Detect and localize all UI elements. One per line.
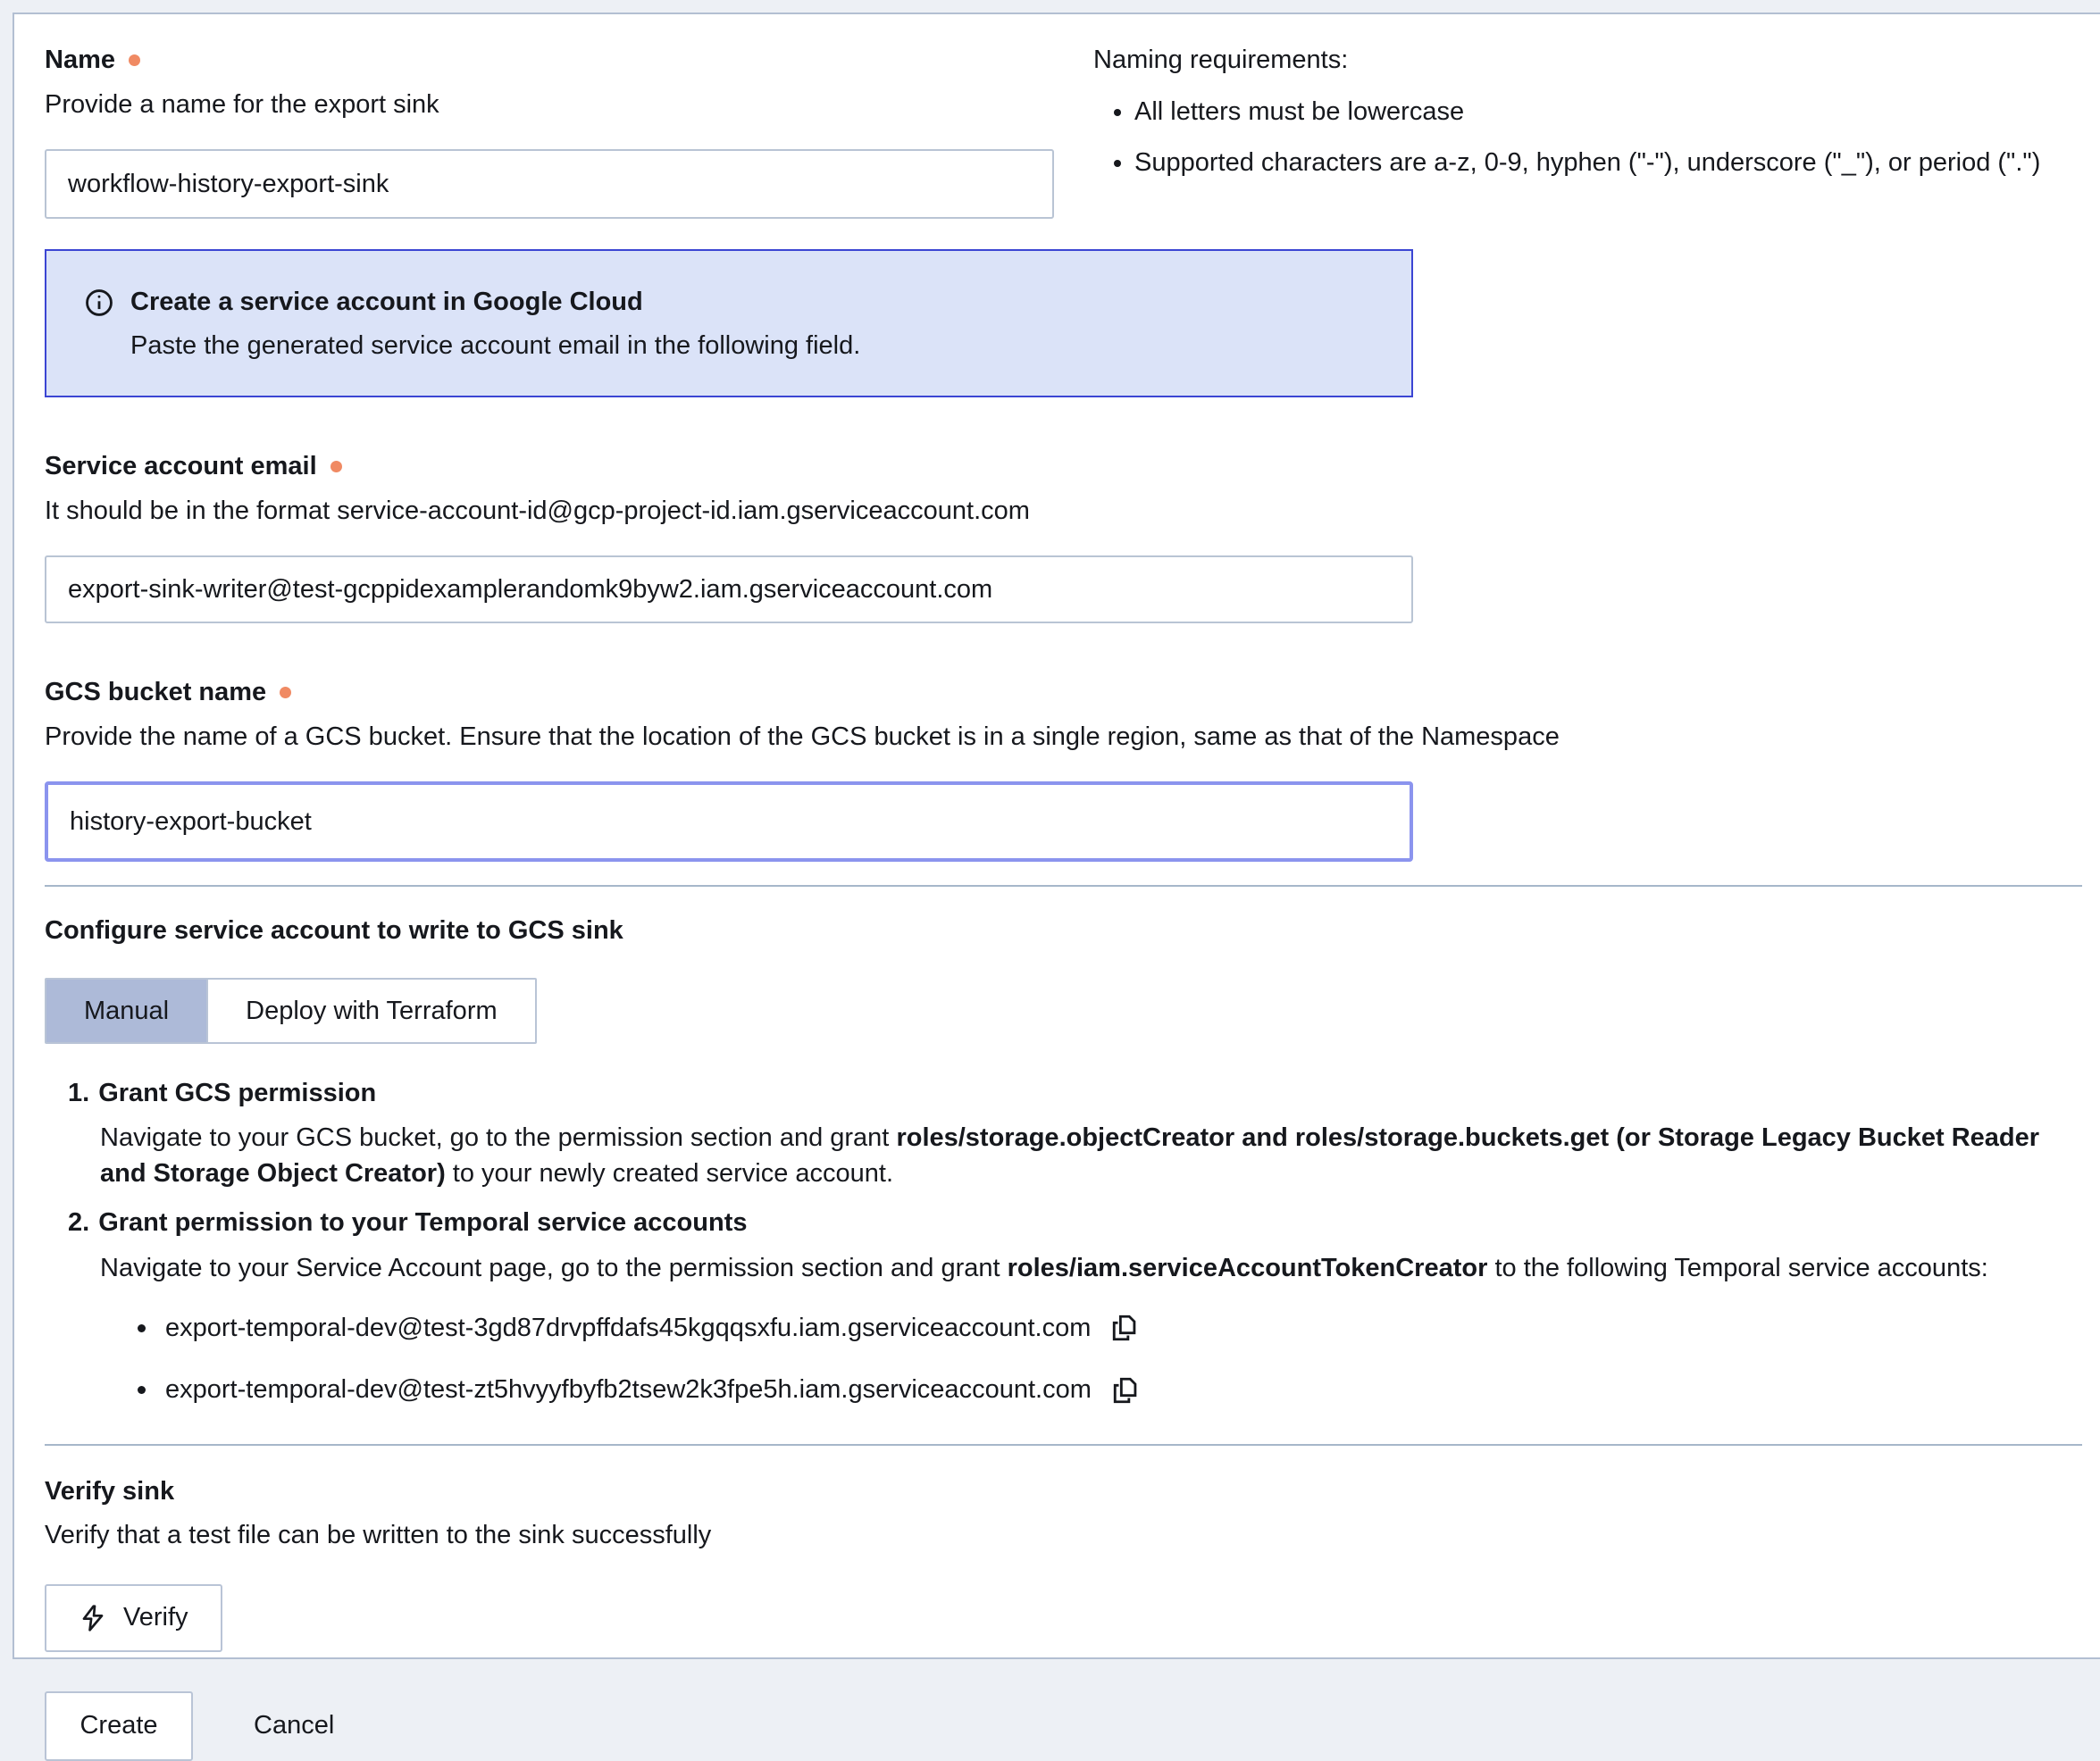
step-body-bold-text: roles/iam.serviceAccountTokenCreator <box>1007 1253 1488 1282</box>
step-body <box>45 1120 2082 1191</box>
copy-icon <box>1110 1313 1141 1343</box>
step-grant-gcs-permission <box>45 1074 2082 1192</box>
step-title-text: Grant permission to your Temporal service accounts <box>98 1208 748 1238</box>
step-body <box>45 1250 2082 1286</box>
required-dot-icon <box>280 687 291 698</box>
step-body-text: Navigate to your GCS bucket, go to the permission section and grant <box>100 1123 897 1152</box>
required-dot-icon <box>129 54 140 66</box>
step-title-text: Grant GCS permission <box>98 1078 377 1107</box>
temporal-service-account-email: export-temporal-dev@test-zt5hvyyfbyfb2tsew2k3fpe5h.iam.gserviceaccount.com <box>165 1375 1092 1405</box>
bucket-description: Provide the name of a GCS bucket. Ensure that the location of the GCS bucket is in a single region, same as that of the Namespace <box>45 722 1560 751</box>
step-body-text: to the following Temporal service accounts: <box>1487 1253 1988 1282</box>
service-account-field-group <box>45 447 2082 623</box>
step-title <box>45 1204 2082 1243</box>
verify-sink-description: Verify that a test file can be written to the sink successfully <box>45 1521 712 1550</box>
step-body-text: to your newly created service account. <box>445 1159 894 1189</box>
bucket-label-row <box>45 673 2082 713</box>
naming-requirements-list <box>1093 93 2082 183</box>
configure-section-title: Configure service account to write to GCS sink <box>45 916 623 945</box>
tab-deploy-with-terraform[interactable]: Deploy with Terraform <box>206 980 535 1042</box>
name-field-description: Provide a name for the export sink <box>45 89 439 119</box>
info-banner-description: Paste the generated service account email in the following field. <box>130 330 861 360</box>
step-grant-temporal-permission <box>45 1204 2082 1286</box>
section-divider <box>45 885 2082 887</box>
gcs-bucket-name-input[interactable] <box>45 781 1413 862</box>
verify-sink-title: Verify sink <box>45 1476 175 1506</box>
temporal-service-account-email: export-temporal-dev@test-3gd87drvpffdafs45kgqqsxfu.iam.gserviceaccount.com <box>165 1313 1092 1342</box>
manual-steps <box>45 1074 2082 1286</box>
name-field-group <box>45 41 1054 219</box>
verify-button-label: Verify <box>123 1603 188 1632</box>
list-item <box>45 1371 2082 1410</box>
info-banner <box>45 249 1413 397</box>
name-input[interactable] <box>45 149 1054 219</box>
step-body-bold-text: roles/storage.objectCreator and roles/storage.buckets.get (or Storage Legacy Bucket Reader and Storage Object Creator) <box>100 1123 2040 1189</box>
service-account-description: It should be in the format service-account-id@gcp-project-id.iam.gserviceaccount.com <box>45 496 1030 525</box>
step-body-text: Navigate to your Service Account page, go to the permission section and grant <box>100 1253 1008 1282</box>
required-dot-icon <box>330 461 342 472</box>
tab-manual[interactable]: Manual <box>46 980 206 1042</box>
bucket-label: GCS bucket name <box>45 678 267 706</box>
step-number: 1. <box>68 1078 90 1107</box>
bullet-dot-icon <box>138 1386 146 1394</box>
copy-button[interactable] <box>1110 1313 1141 1343</box>
cancel-button[interactable]: Cancel <box>254 1711 335 1740</box>
service-account-label: Service account email <box>45 452 317 480</box>
temporal-service-account-list <box>45 1309 2082 1410</box>
naming-requirements <box>1093 41 2082 183</box>
service-account-label-row <box>45 447 2082 487</box>
section-divider <box>45 1444 2082 1446</box>
service-account-email-input[interactable] <box>45 555 1413 623</box>
info-icon <box>84 288 114 318</box>
info-banner-title: Create a service account in Google Cloud <box>130 288 643 316</box>
configure-tab-group <box>45 978 537 1044</box>
form-actions <box>45 1691 2082 1761</box>
name-field-label-row <box>45 41 1054 80</box>
step-title <box>45 1074 2082 1114</box>
step-number: 2. <box>68 1208 90 1238</box>
zap-icon <box>79 1604 107 1632</box>
export-sink-form <box>13 13 2100 1740</box>
name-field-label: Name <box>45 46 115 74</box>
copy-icon <box>1111 1375 1142 1406</box>
naming-requirement-item: • Supported characters are a-z, 0-9, hyphen ("-"), underscore ("_"), or period (".") <box>1134 144 2082 183</box>
create-button[interactable]: Create <box>45 1691 193 1761</box>
bucket-field-group <box>45 673 2082 862</box>
verify-button[interactable] <box>45 1584 222 1652</box>
list-item <box>45 1309 2082 1348</box>
info-banner-text <box>130 283 860 365</box>
copy-button[interactable] <box>1111 1375 1142 1406</box>
name-and-requirements-row <box>45 41 2082 219</box>
bullet-dot-icon <box>138 1324 146 1332</box>
naming-requirement-item: • All letters must be lowercase <box>1134 93 2082 132</box>
naming-requirements-title: Naming requirements: <box>1093 46 1349 74</box>
